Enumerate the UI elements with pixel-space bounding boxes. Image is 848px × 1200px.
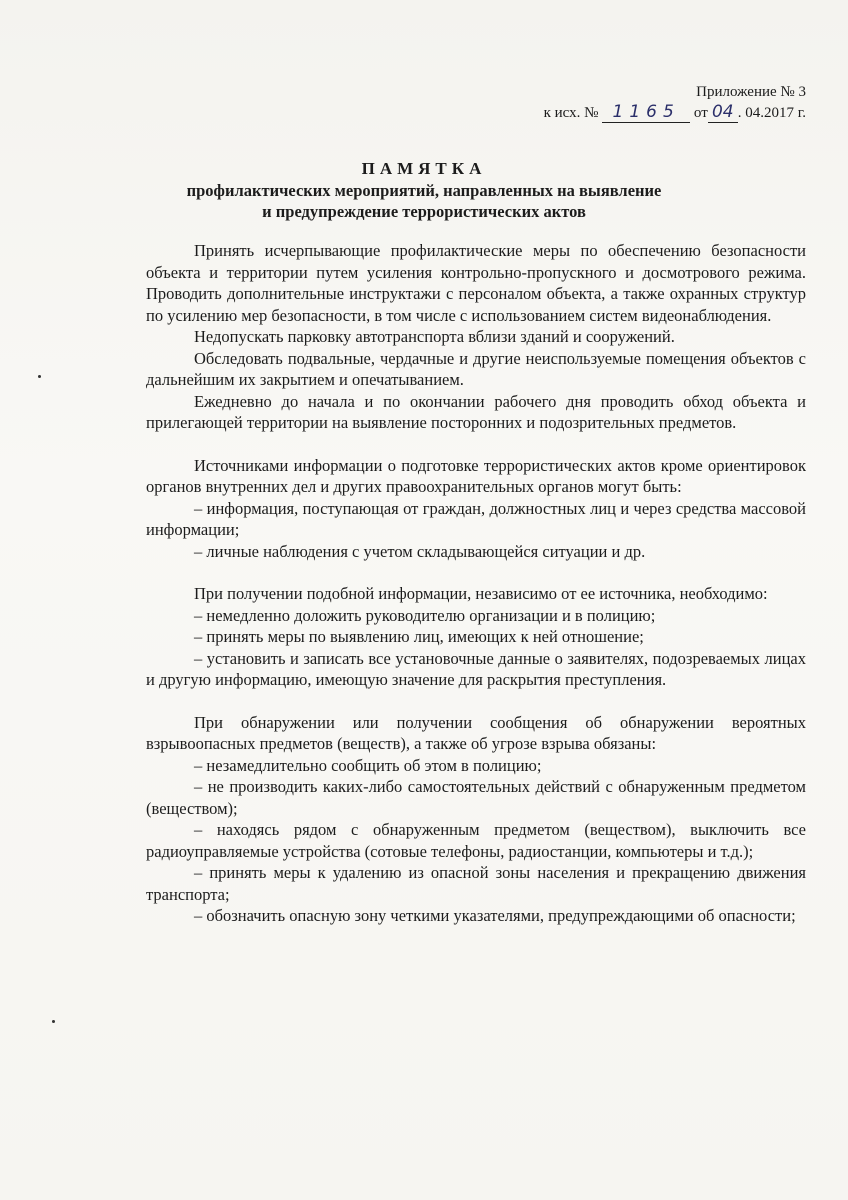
paragraph: Недопускать парковку автотранспорта вблизи зданий и сооружений. [194,327,675,346]
list-item: – установить и записать все установочные данные о заявителях, подозреваемых лицах и другую информацию, имеющую значение для раскрытия преступления. [146,648,806,689]
spacer [146,434,806,455]
list-item: – личные наблюдения с учетом складывающейся ситуации и др. [194,541,646,561]
ref-date-rest: . 04.2017 г. [737,105,806,121]
list-item: – информация, поступающая от граждан, должностных лиц и через средства массовой информации; [146,498,806,539]
list-item: – обозначить опасную зону четкими указателями, предупреждающими об опасности; [194,906,796,925]
list-item: – находясь рядом с обнаруженным предметом (веществом), выключить все радиоуправляемые устройства (сотовые телефоны, радиостанции, компьютеры и т.д.); [146,820,806,861]
paragraph: При получении подобной информации, независимо от ее источника, необходимо: [194,584,768,603]
ref-prefix: к исх. № [543,105,599,121]
paragraph: Принять исчерпывающие профилактические меры по обеспечению безопасности объекта и территории путем усиления контрольно-пропускного и досмотрового режима. Проводить дополнительные инструктажи с персоналом объекта, а также охранных структур по усилению мер безопасности, в том числе с использованием систем видеонаблюдения. [146,241,806,325]
document-title [0,158,848,222]
ref-from: от [693,105,708,121]
appendix-header [544,82,806,123]
reference-line [544,102,806,123]
paragraph: При обнаружении или получении сообщения об обнаружении вероятных взрывоопасных предметов (веществ), а также об угрозе взрыва обязаны: [146,712,806,753]
title-line-2: и предупреждение террористических актов [262,202,586,221]
scan-speck [38,375,41,378]
paragraph: Ежедневно до начала и по окончании рабочего дня проводить обход объекта и прилегающей территории на выявление посторонних и подозрительных предметов. [146,391,806,432]
ref-number-handwritten: 1165 [602,102,690,123]
title-line-1: профилактических мероприятий, направленных на выявление [186,181,662,200]
paragraph: Обследовать подвальные, чердачные и другие неиспользуемые помещения объектов с дальнейшим их закрытием и опечатыванием. [146,348,806,389]
document-body [146,240,806,927]
list-item: – немедленно доложить руководителю организации и в полицию; [194,605,656,625]
title-main: ПАМЯТКА [361,159,487,178]
list-item: – не производить каких-либо самостоятельных действий с обнаруженным предметом (веществом); [146,777,806,818]
ref-day-handwritten: 04 [708,102,738,123]
paragraph: Источниками информации о подготовке террористических актов кроме ориентировок органов внутренних дел и других правоохранительных органов могут быть: [146,455,806,496]
spacer [146,562,806,583]
list-item: – принять меры по выявлению лиц, имеющих к ней отношение; [194,627,644,646]
spacer [146,691,806,712]
list-item: – принять меры к удалению из опасной зоны населения и прекращению движения транспорта; [146,863,806,904]
list-item: – незамедлительно сообщить об этом в полицию; [194,755,542,775]
appendix-number: Приложение № 3 [696,84,806,100]
scan-speck [52,1020,55,1023]
